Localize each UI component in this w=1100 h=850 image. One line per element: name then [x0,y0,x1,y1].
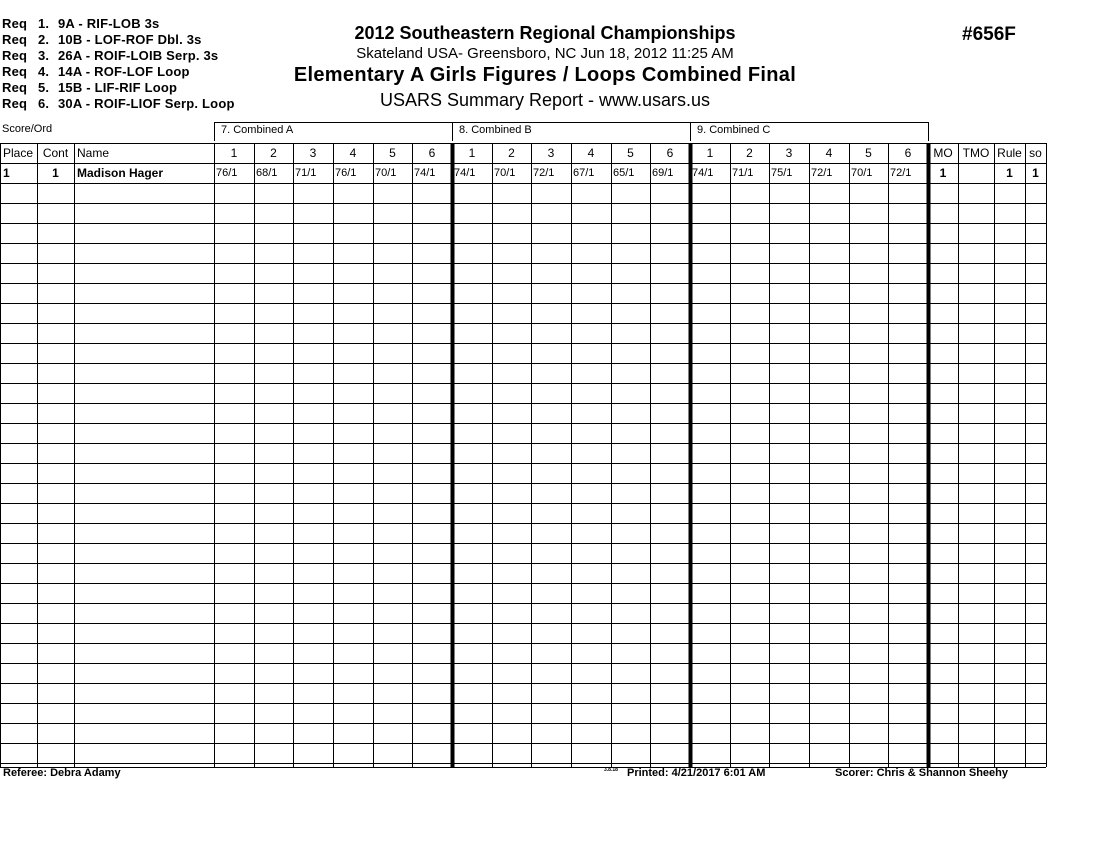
judge-score: 76/1 [335,167,357,179]
requirement-text: 15B - LIF-RIF Loop [58,80,178,95]
col-header-place: Place [3,146,34,160]
requirement-text: 30A - ROIF-LIOF Serp. Loop [58,96,235,111]
requirement-number: 6. [38,96,50,111]
col-header-judge: 6 [428,146,436,160]
requirement-label: Req [2,96,28,111]
col-header-judge: 4 [349,146,357,160]
referee-label: Referee: Debra Adamy [3,767,121,779]
event-number: #656F [962,24,1016,45]
judge-score: 71/1 [295,167,317,179]
judge-score: 75/1 [771,167,793,179]
requirement-number: 4. [38,64,50,79]
mo-value: 1 [939,166,947,180]
judge-score: 69/1 [652,167,674,179]
requirement-number: 1. [38,16,50,31]
so-value: 1 [1032,166,1039,180]
requirement-label: Req [2,48,28,63]
col-header-rule: Rule [997,146,1022,160]
version-label: 3.8.18 [604,767,618,773]
scorer-label: Scorer: Chris & Shannon Sheehy [835,767,1008,779]
event-title: 2012 Southeastern Regional Championships [354,23,736,43]
col-header-judge: 5 [627,146,634,160]
printed-label: Printed: 4/21/2017 6:01 AM [627,767,766,779]
requirement-text: 26A - ROIF-LOIB Serp. 3s [58,48,219,63]
requirement-number: 2. [38,32,50,47]
col-header-judge: 1 [706,146,714,160]
judge-score: 76/1 [216,167,238,179]
requirement-text: 9A - RIF-LOB 3s [58,16,160,31]
round-header-combined-a: 7. Combined A [214,122,453,141]
round-header-combined-c: 9. Combined C [690,122,929,141]
cont-value: 1 [52,166,59,180]
col-header-judge: 4 [587,146,595,160]
requirement-label: Req [2,64,28,79]
judge-score: 72/1 [533,167,555,179]
judge-score: 65/1 [613,167,635,179]
judge-score: 67/1 [573,167,595,179]
col-header-judge: 5 [865,146,872,160]
requirement-label: Req [2,80,28,95]
col-header-judge: 3 [547,146,555,160]
requirement-number: 3. [38,48,50,63]
col-header-judge: 3 [785,146,793,160]
judge-score: 70/1 [375,167,397,179]
final-title: Elementary A Girls Figures / Loops Combined Final [293,64,797,86]
judge-score: 74/1 [454,167,476,179]
venue-line: Skateland USA- Greensboro, NC Jun 18, 2012 11:25 AM [356,45,734,62]
col-header-name: Name [77,146,110,160]
col-header-judge: 4 [825,146,833,160]
requirement-text: 10B - LOF-ROF Dbl. 3s [58,32,202,47]
judge-score: 72/1 [890,167,912,179]
col-header-judge: 2 [508,146,515,160]
rule-value: 1 [1006,166,1013,180]
judge-score: 74/1 [692,167,714,179]
col-header-cont: Cont [42,146,69,160]
judge-score: 70/1 [494,167,516,179]
col-header-judge: 2 [270,146,277,160]
col-header-judge: 1 [468,146,476,160]
requirement-label: Req [2,32,28,47]
col-header-judge: 3 [309,146,317,160]
score-ord-label: Score/Ord [2,123,53,135]
col-header-judge: 5 [389,146,396,160]
col-header-judge: 6 [904,146,912,160]
skater-name: Madison Hager [77,166,164,180]
judge-score: 74/1 [414,167,436,179]
col-header-judge: 6 [666,146,674,160]
judge-score: 70/1 [851,167,873,179]
col-header-so: so [1029,146,1042,160]
report-title: USARS Summary Report - www.usars.us [379,90,711,110]
judge-score: 71/1 [732,167,754,179]
requirement-label: Req [2,16,28,31]
col-header-judge: 1 [230,146,238,160]
col-header-judge: 2 [746,146,753,160]
round-header-combined-b: 8. Combined B [452,122,691,141]
judge-score: 72/1 [811,167,833,179]
col-header-tmo: TMO [962,146,990,160]
requirement-text: 14A - ROF-LOF Loop [58,64,190,79]
col-header-mo: MO [933,146,953,160]
requirement-number: 5. [38,80,50,95]
place-value: 1 [3,166,10,180]
judge-score: 68/1 [256,167,278,179]
